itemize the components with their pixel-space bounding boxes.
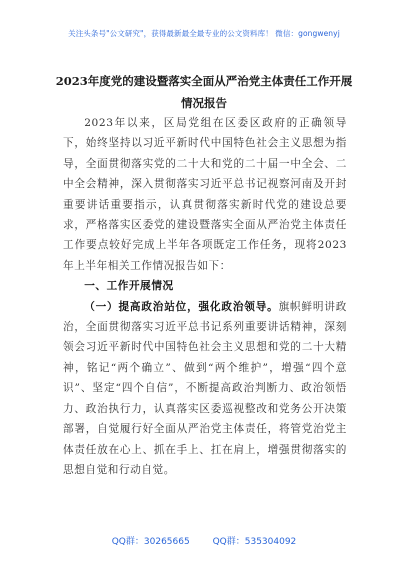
document-title <box>40 70 368 114</box>
intro-paragraph: 2023年以来，区局党组在区委区政府的正确领导下，始终坚持以习近平新时代中国特色社会主义思想为指导，全面贯彻落实党的二十大和党的二十届一中全会、二中全会精神，深入贯彻落实习近平总书记视察河南及开封重要讲话重要指示，认真贯彻落实新时代党的建设总要求，严格落实区委党的建设暨落实全面从严治党主体责任工作要点较好完成上半年各项既定工作任务，现将2023年上半年相关工作情况报告如下： <box>63 117 347 272</box>
footer <box>0 534 408 547</box>
subsection-heading: （一）提高政治站位，强化政治领导。 <box>84 300 279 313</box>
document-title-line-2: 情况报告 <box>181 96 227 110</box>
document-body <box>63 113 347 480</box>
section-heading: 一、工作开展情况 <box>84 280 174 293</box>
subsection-paragraph <box>63 297 347 481</box>
footer-qq-group-1: QQ群：30265665 <box>111 537 190 547</box>
promo-banner: 关注头条号"公文研究"，获得最新最全最专业的公文资料库！ 微信：gongwenyj <box>68 29 340 38</box>
document-title-line-1: 2023年度党的建设暨落实全面从严治党主体责任工作开展 <box>55 74 353 88</box>
subsection-text: 旗帜鲜明讲政治，全面贯彻落实习近平总书记系列重要讲话精神，深刻领会习近平新时代中国特色社会主义思想和党的二十大精神，铭记“两个确立”、做到“两个维护”，增强“四个意识”、坚定“四个自信”，不断提高政治判断力、政治领悟力、政治执行力，认真落实区委巡视整改和党务公开决策部署，自觉履行好全面从严治党主体责任，将管党治党主体责任放在心上、抓在手上、扛在肩上，增强贯彻落实的思想自觉和行动自觉。 <box>63 300 347 476</box>
footer-qq-group-2: QQ群：535304092 <box>212 537 297 547</box>
